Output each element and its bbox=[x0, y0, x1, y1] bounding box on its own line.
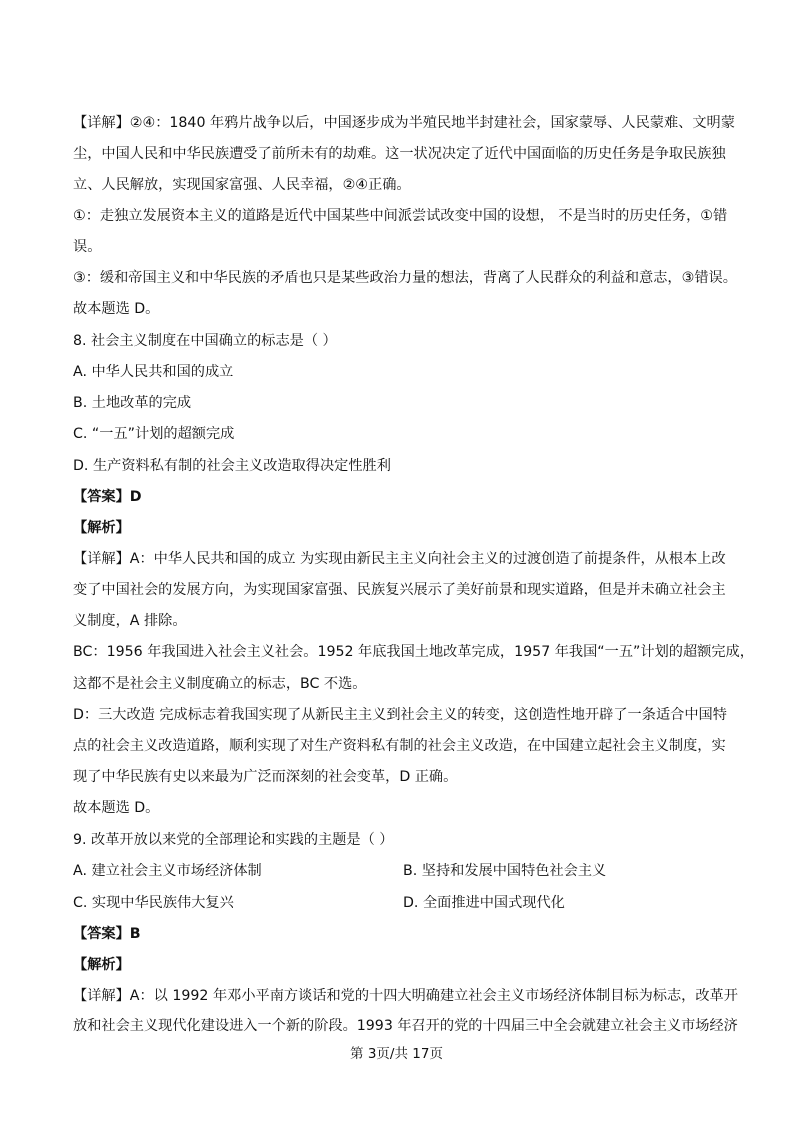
analysis-label: 【解析】 bbox=[73, 520, 130, 536]
option-d: D. 生产资料私有制的社会主义改造取得决定性胜利 bbox=[73, 458, 391, 474]
answer-label: 【答案】D bbox=[73, 489, 142, 505]
text-line: 尘，中国人民和中华民族遭受了前所未有的劫难。这一状况决定了近代中国面临的历史任务是争取民族独 bbox=[73, 146, 726, 162]
text-line: 义制度，A 排除。 bbox=[73, 613, 187, 629]
text-line: 【详解】②④：1840 年鸦片战争以后，中国逐步成为半殖民地半封建社会，国家蒙辱、人民蒙难、文明蒙 bbox=[73, 115, 735, 131]
option-c: C. “一五”计划的超额完成 bbox=[73, 426, 235, 442]
text-line: 现了中华民族有史以来最为广泛而深刻的社会变革，D 正确。 bbox=[73, 769, 458, 785]
text-line: ①：走独立发展资本主义的道路是近代中国某些中间派尝试改变中国的设想， 不是当时的历史任务，①错 bbox=[73, 208, 728, 224]
text-line: 立、人民解放，实现国家富强、人民幸福，②④正确。 bbox=[73, 177, 411, 193]
option-b: B. 坚持和发展中国特色社会主义 bbox=[403, 863, 607, 879]
text-line: 点的社会主义改造道路，顺利实现了对生产资料私有制的社会主义改造，在中国建立起社会主义制度，实 bbox=[73, 738, 726, 754]
text-line: ③：缓和帝国主义和中华民族的矛盾也只是某些政治力量的想法，背离了人民群众的利益和意志，③错误。 bbox=[73, 270, 737, 286]
text-line: 【详解】A：中华人民共和国的成立 为实现由新民主主义向社会主义的过渡创造了前提条件，从根本上改 bbox=[73, 551, 726, 567]
answer-label: 【答案】B bbox=[73, 926, 141, 942]
text-line: 【详解】A：以 1992 年邓小平南方谈话和党的十四大明确建立社会主义市场经济体制目标为标志，改革开 bbox=[73, 988, 738, 1004]
text-line: 故本题选 D。 bbox=[73, 301, 160, 317]
analysis-label: 【解析】 bbox=[73, 957, 130, 973]
text-line: 故本题选 D。 bbox=[73, 800, 160, 816]
option-d: D. 全面推进中国式现代化 bbox=[403, 895, 565, 911]
option-a: A. 中华人民共和国的成立 bbox=[73, 364, 234, 380]
text-line: BC：1956 年我国进入社会主义社会。1952 年底我国土地改革完成，1957 年我国“一五”计划的超额完成， bbox=[73, 644, 754, 660]
text-line: 变了中国社会的发展方向，为实现国家富强、民族复兴展示了美好前景和现实道路，但是并未确立社会主 bbox=[73, 582, 726, 598]
option-c: C. 实现中华民族伟大复兴 bbox=[73, 895, 234, 911]
page-footer: 第 3页/共 17页 bbox=[350, 1046, 443, 1062]
option-a: A. 建立社会主义市场经济体制 bbox=[73, 863, 262, 879]
question-8: 8. 社会主义制度在中国确立的标志是（ ） bbox=[73, 333, 337, 349]
text-line: 误。 bbox=[73, 239, 102, 255]
text-line: 这都不是社会主义制度确立的标志，BC 不选。 bbox=[73, 676, 367, 692]
question-9: 9. 改革开放以来党的全部理论和实践的主题是（ ） bbox=[73, 832, 394, 848]
option-b: B. 土地改革的完成 bbox=[73, 395, 192, 411]
text-line: D：三大改造 完成标志着我国实现了从新民主主义到社会主义的转变，这创造性地开辟了一条适合中国特 bbox=[73, 707, 727, 723]
text-line: 放和社会主义现代化建设进入一个新的阶段。1993 年召开的党的十四届三中全会就建立社会主义市场经济 bbox=[73, 1018, 738, 1034]
